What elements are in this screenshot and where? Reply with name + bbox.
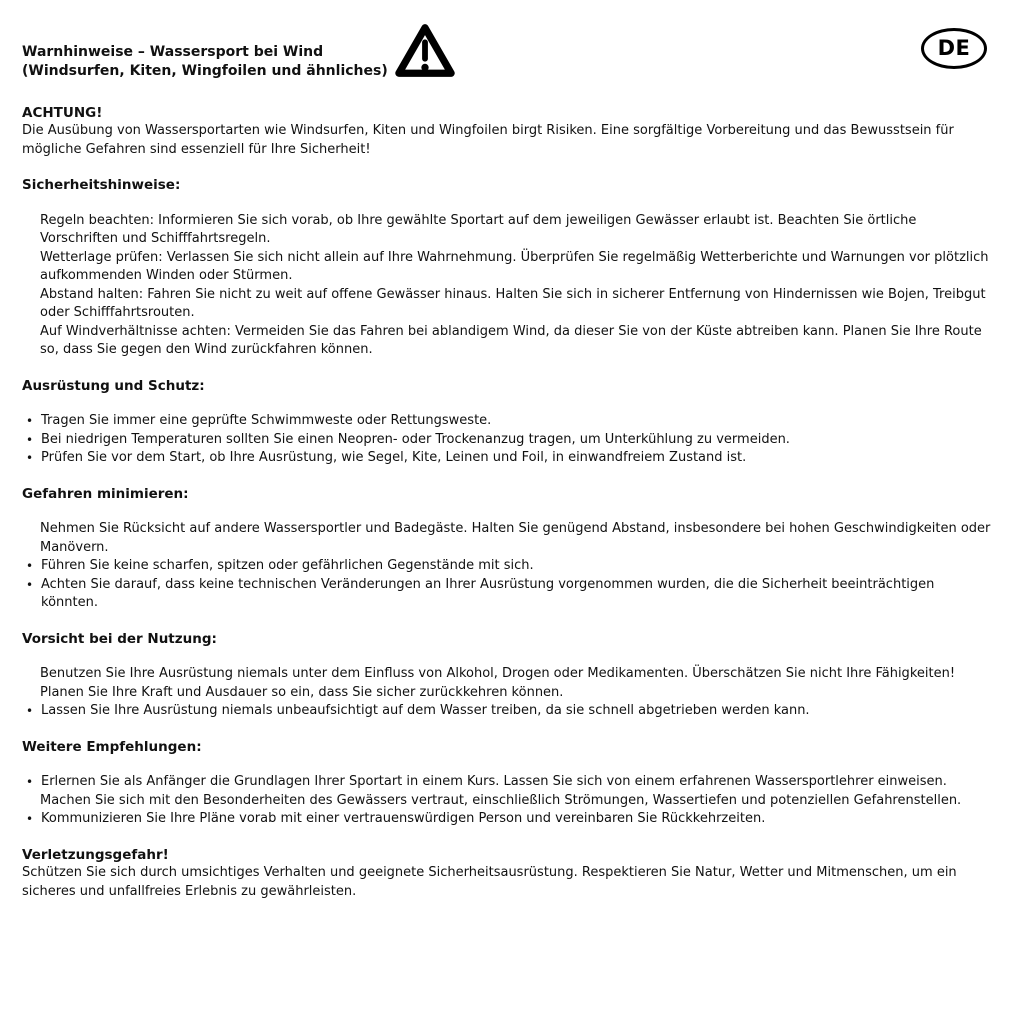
document-header bbox=[22, 38, 995, 87]
list-item bbox=[22, 773, 995, 792]
section-sicherheitshinweise bbox=[22, 176, 995, 360]
paragraph: Nehmen Sie Rücksicht auf andere Wassersportler und Badegäste. Halten Sie genügend Abstand, insbesondere bei hohen Geschwindigkeiten oder Manövern. bbox=[40, 521, 991, 555]
section-heading: Vorsicht bei der Nutzung: bbox=[22, 630, 217, 647]
list-item bbox=[22, 557, 995, 576]
list-item-text: Prüfen Sie vor dem Start, ob Ihre Ausrüstung, wie Segel, Kite, Leinen und Foil, in einwandfreiem Zustand ist. bbox=[41, 450, 747, 465]
paragraph: Abstand halten: Fahren Sie nicht zu weit auf offene Gewässer hinaus. Halten Sie sich in sicherer Entfernung von Hindernissen wie Bojen, Treibgut oder Schifffahrtsrouten. bbox=[40, 286, 986, 320]
section-heading: Ausrüstung und Schutz: bbox=[22, 377, 205, 394]
bullet-icon: • bbox=[26, 812, 34, 826]
list-item-text: Lassen Sie Ihre Ausrüstung niemals unbeaufsichtigt auf dem Wasser treiben, da sie schnell abgetrieben werden kann. bbox=[41, 703, 810, 718]
paragraph: Auf Windverhältnisse achten: Vermeiden Sie das Fahren bei ablandigem Wind, da dieser Sie von der Küste abtreiben kann. Planen Sie Ihre Route so, dass Sie gegen den Wind zurückfahren können. bbox=[40, 323, 982, 357]
section-verletzungsgefahr bbox=[22, 846, 995, 902]
paragraph: Schützen Sie sich durch umsichtiges Verhalten und geeignete Sicherheitsausrüstung. Respektieren Sie Natur, Wetter und Mitmenschen, um ein sicheres und unfallfreies Erlebnis zu gewährleisten. bbox=[22, 865, 957, 899]
list-item bbox=[22, 412, 995, 431]
section-heading: Sicherheitshinweise: bbox=[22, 177, 181, 193]
section-achtung bbox=[22, 104, 995, 160]
section-gefahren-minimieren bbox=[22, 485, 995, 613]
title-line-1: Warnhinweise – Wassersport bei Wind bbox=[22, 44, 324, 61]
section-heading: Gefahren minimieren: bbox=[22, 485, 189, 502]
bullet-icon: • bbox=[26, 414, 34, 428]
list-item bbox=[22, 431, 995, 450]
page-title bbox=[22, 43, 388, 81]
section-heading: Verletzungsgefahr! bbox=[22, 846, 169, 863]
title-line-2: (Windsurfen, Kiten, Wingfoilen und ähnliches) bbox=[22, 63, 388, 80]
bullet-icon: • bbox=[26, 704, 34, 718]
list-item-text: Erlernen Sie als Anfänger die Grundlagen Ihrer Sportart in einem Kurs. Lassen Sie sich von einem erfahrenen Wassersportlehrer einweisen. bbox=[41, 774, 947, 789]
bullet-icon: • bbox=[26, 577, 34, 592]
list-item-text: Kommunizieren Sie Ihre Pläne vorab mit einer vertrauenswürdigen Person und vereinbaren Sie Rückkehrzeiten. bbox=[41, 811, 766, 826]
list-item bbox=[22, 449, 995, 468]
section-vorsicht-bei-der-nutzung bbox=[22, 630, 995, 721]
list-item-text: Bei niedrigen Temperaturen sollten Sie einen Neopren- oder Trockenanzug tragen, um Unterkühlung zu vermeiden. bbox=[41, 431, 790, 447]
language-badge: DE bbox=[921, 28, 987, 69]
bullet-icon: • bbox=[26, 775, 34, 789]
paragraph: Regeln beachten: Informieren Sie sich vorab, ob Ihre gewählte Sportart auf dem jeweiligen Gewässer erlaubt ist. Beachten Sie örtliche Vorschriften und Schifffahrtsregeln. bbox=[40, 212, 917, 246]
paragraph: Wetterlage prüfen: Verlassen Sie sich nicht allein auf Ihre Wahrnehmung. Überprüfen Sie regelmäßig Wetterberichte und Warnungen vor plötzlich aufkommenden Winden oder Stürmen. bbox=[40, 249, 989, 283]
list-item-text: Führen Sie keine scharfen, spitzen oder gefährlichen Gegenstände mit sich. bbox=[41, 558, 534, 573]
bullet-icon: • bbox=[26, 451, 34, 465]
list-item bbox=[22, 810, 995, 829]
section-heading: ACHTUNG! bbox=[22, 104, 103, 121]
section-weitere-empfehlungen bbox=[22, 738, 995, 829]
section-ausruestung-und-schutz bbox=[22, 377, 995, 468]
list-item bbox=[22, 702, 995, 721]
paragraph: Die Ausübung von Wassersportarten wie Windsurfen, Kiten und Wingfoilen birgt Risiken. Eine sorgfältige Vorbereitung und das Bewusstsein für mögliche Gefahren sind essenziell für Ihre Sicherheit! bbox=[22, 123, 954, 157]
section-heading: Weitere Empfehlungen: bbox=[22, 738, 202, 755]
bullet-icon: • bbox=[26, 559, 34, 573]
list-item-text: Tragen Sie immer eine geprüfte Schwimmweste oder Rettungsweste. bbox=[41, 413, 492, 428]
paragraph: Machen Sie sich mit den Besonderheiten des Gewässers vertraut, einschließlich Strömungen, Wassertiefen und potenziellen Gefahrenstellen. bbox=[40, 792, 962, 808]
list-item-text: Achten Sie darauf, dass keine technischen Veränderungen an Ihrer Ausrüstung vorgenommen wurden, die die Sicherheit beeinträchtigen könnten. bbox=[41, 576, 935, 610]
bullet-icon: • bbox=[26, 432, 34, 447]
paragraph: Benutzen Sie Ihre Ausrüstung niemals unter dem Einfluss von Alkohol, Drogen oder Medikamenten. Überschätzen Sie nicht Ihre Fähigkeiten! Planen Sie Ihre Kraft und Ausdauer so ein, dass Sie sicher zurückkehren können. bbox=[40, 666, 956, 700]
list-item bbox=[22, 576, 995, 613]
warning-triangle-icon bbox=[394, 22, 456, 87]
